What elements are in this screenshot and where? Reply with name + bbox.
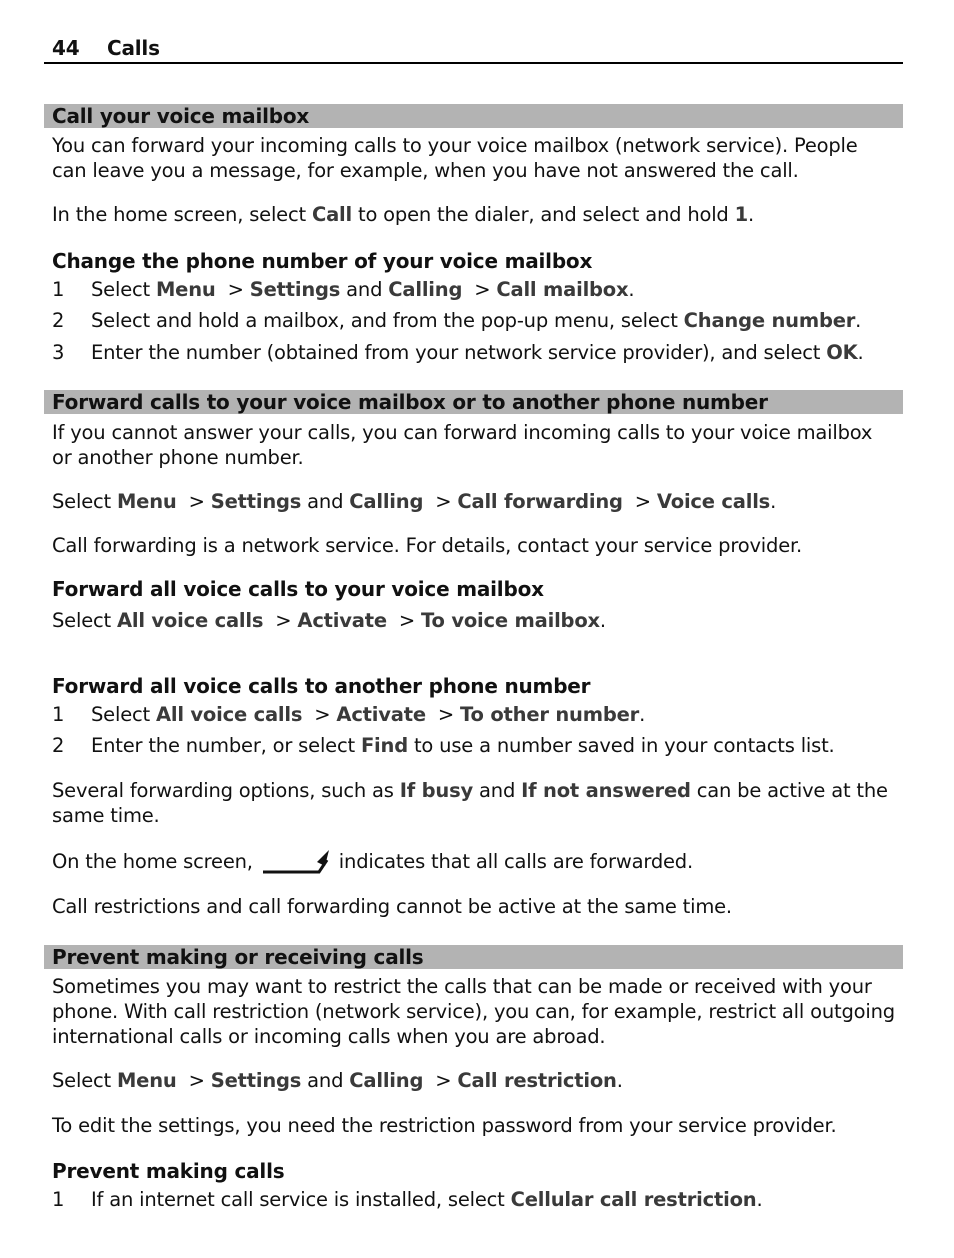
paragraph: If you cannot answer your calls, you can forward incoming calls to your voice mailbox or another phone number.: [52, 421, 873, 469]
paragraph: On the home screen, indicates that all calls are forwarded.: [52, 848, 902, 876]
paragraph: To edit the settings, you need the restriction password from your service provider.: [52, 1114, 837, 1137]
paragraph: Select All voice calls > Activate > To voice mailbox.: [52, 609, 606, 632]
page-header: [44, 36, 903, 64]
paragraph: In the home screen, select Call to open the dialer, and select and hold 1.: [52, 203, 754, 226]
section-heading-prevent-calls: Prevent making or receiving calls: [44, 945, 903, 969]
paragraph: Call forwarding is a network service. For details, contact your service provider.: [52, 534, 803, 557]
page-number: 44: [52, 36, 80, 60]
subheading: Forward all voice calls to another phone number: [52, 674, 591, 698]
paragraph: You can forward your incoming calls to your voice mailbox (network service). People can leave you a message, for example, when you have not answered the call.: [52, 134, 858, 182]
paragraph: Select Menu > Settings and Calling > Call forwarding > Voice calls.: [52, 490, 777, 513]
paragraph: Sometimes you may want to restrict the calls that can be made or received with your phone. With call restriction (network service), you can, for example, restrict all outgoing international calls or incoming calls when you are abroad.: [52, 975, 895, 1048]
subheading: Forward all voice calls to your voice mailbox: [52, 577, 544, 601]
section-title: Calls: [107, 36, 160, 60]
subheading: Change the phone number of your voice mailbox: [52, 249, 593, 273]
section-heading-voice-mailbox: Call your voice mailbox: [44, 104, 903, 128]
paragraph: Select Menu > Settings and Calling > Call restriction.: [52, 1069, 623, 1092]
section-heading-forward-calls: Forward calls to your voice mailbox or to another phone number: [44, 390, 903, 414]
subheading: Prevent making calls: [52, 1159, 285, 1183]
paragraph: Several forwarding options, such as If busy and If not answered can be active at the same time.: [52, 779, 888, 827]
paragraph: Call restrictions and call forwarding cannot be active at the same time.: [52, 895, 732, 918]
call-forward-icon: [261, 848, 331, 876]
